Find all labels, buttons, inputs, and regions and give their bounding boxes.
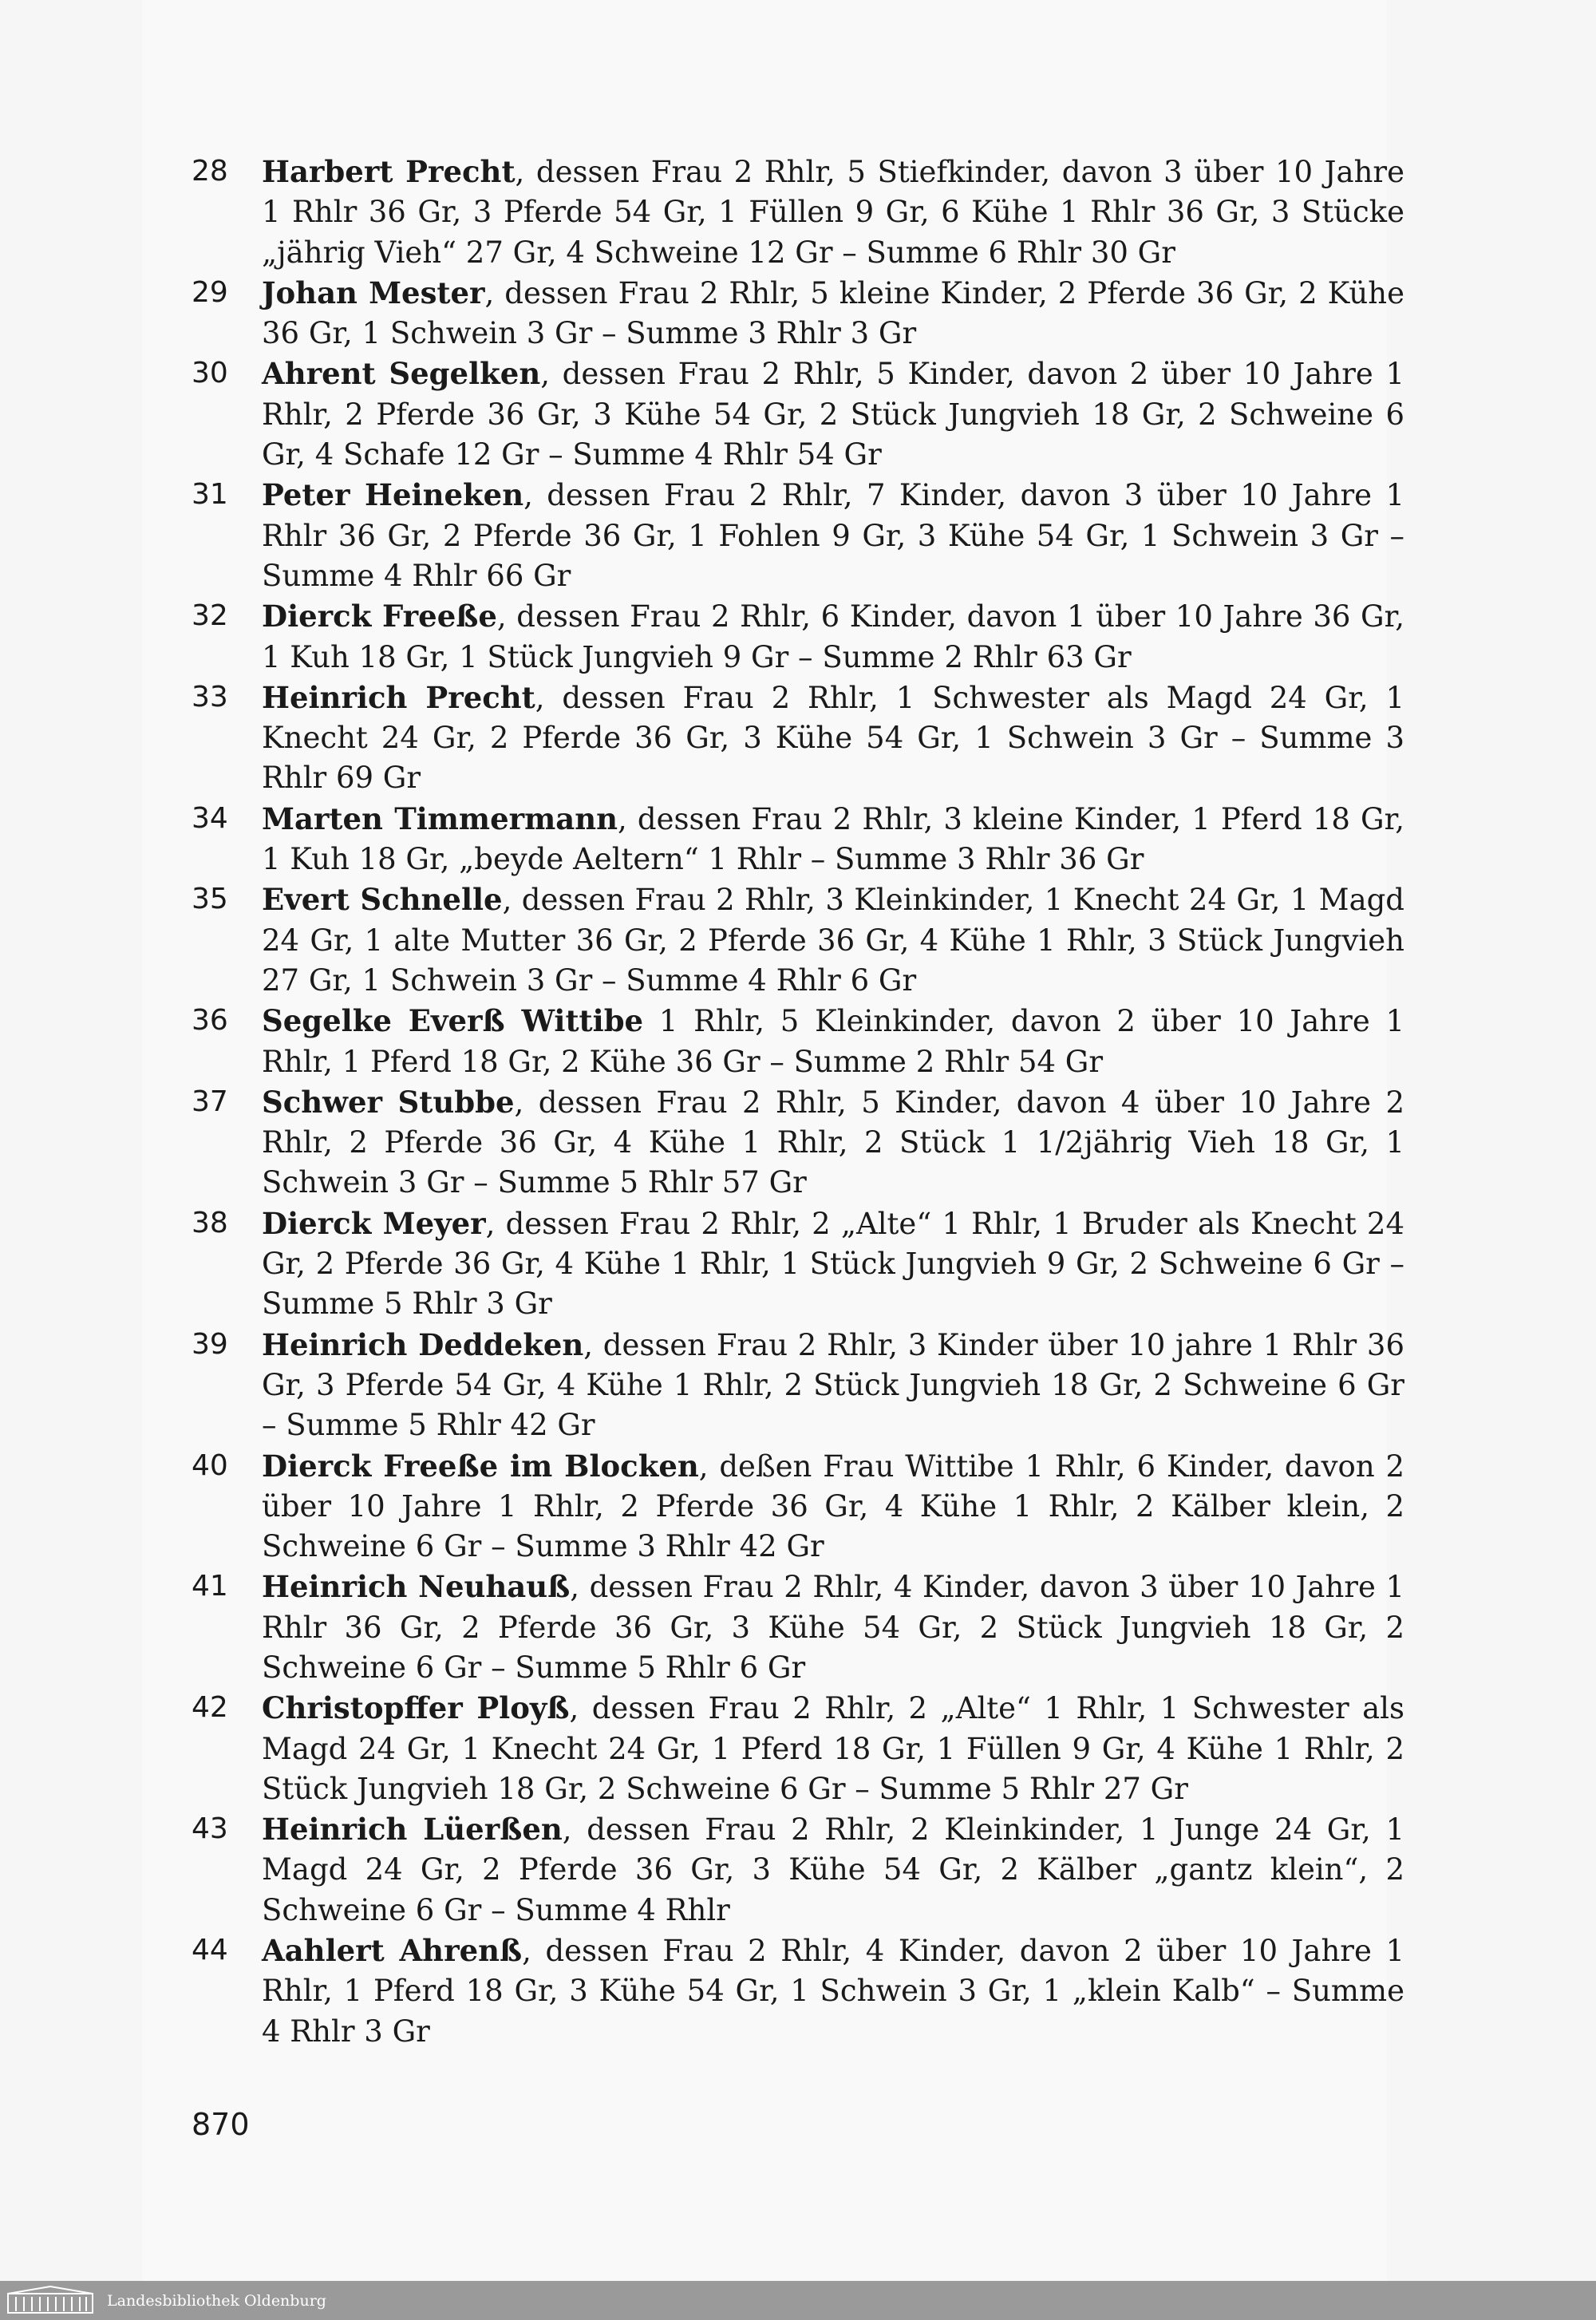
entry-item bbox=[192, 1446, 1404, 1567]
entry-item bbox=[192, 1688, 1404, 1809]
entry-name: Segelke Everß Wittibe bbox=[262, 1003, 644, 1039]
entry-number: 33 bbox=[192, 680, 228, 713]
entry-text: , dessen Frau 2 Rhlr, 2 „Alte“ 1 Rhlr, 1 Bruder als Knecht 24 Gr, 2 Pferde 36 Gr, 4 Kühe 1 Rhlr, 1 Stück Jungvieh 9 Gr, 2 Schweine 6 Gr –Summe 5 Rhlr 3 Gr bbox=[262, 1206, 1404, 1322]
entry-number: 32 bbox=[192, 599, 228, 633]
entry-text: , dessen Frau 2 Rhlr, 5 Kinder, davon 4 über 10 Jahre 2 Rhlr, 2 Pferde 36 Gr, 4 Kühe 1 Rhlr, 2 Stück 1 1/2jährig Vieh 18 Gr, 1 Schwein 3 Gr – Summe 5 Rhlr 57 Gr bbox=[262, 1085, 1405, 1200]
entry-number: 36 bbox=[192, 1004, 228, 1037]
entry-text: , deßen Frau Wittibe 1 Rhlr, 6 Kinder, davon 2 über 10 Jahre 1 Rhlr, 2 Pferde 36 Gr, 4 Kühe 1 Rhlr, 2 Kälber klein, 2 Schweine 6 Gr – Summe 3 Rhlr 42 Gr bbox=[262, 1449, 1405, 1564]
entry-number: 41 bbox=[192, 1570, 228, 1603]
entry-item bbox=[192, 596, 1404, 678]
entry-name: Heinrich Lüerßen bbox=[262, 1812, 563, 1848]
entry-item bbox=[192, 1001, 1404, 1082]
entry-name: Peter Heineken bbox=[262, 477, 524, 513]
entry-name: Christopffer Ployß bbox=[262, 1690, 570, 1726]
entry-text: , dessen Frau 2 Rhlr, 5 Kinder, davon 2 über 10 Jahre 1 Rhlr, 2 Pferde 36 Gr, 3 Kühe 54 Gr, 2 Stück Jungvieh 18 Gr, 2 Schweine 6 Gr, 4 Schafe 12 Gr – Summe 4 Rhlr 54 Gr bbox=[262, 357, 1405, 472]
entry-text: , dessen Frau 2 Rhlr, 5 kleine Kinder, 2 Pferde 36 Gr, 2 Kühe 36 Gr, 1 Schwein 3 Gr – Summe 3 Rhlr 3 Gr bbox=[262, 275, 1404, 351]
entry-text: , dessen Frau 2 Rhlr, 6 Kinder, davon 1 über 10 Jahre 36 Gr, 1 Kuh 18 Gr, 1 Stück Jungvieh 9 Gr – Summe 2 Rhlr 63 Gr bbox=[262, 599, 1404, 674]
entry-name: Johan Mester bbox=[262, 275, 485, 310]
entry-item bbox=[192, 273, 1404, 354]
entry-number: 34 bbox=[192, 801, 228, 835]
entry-item bbox=[192, 1809, 1404, 1931]
entry-name: Ahrent Segelken bbox=[262, 356, 541, 392]
entry-number: 35 bbox=[192, 883, 228, 916]
entry-number: 29 bbox=[192, 275, 228, 309]
entry-number: 42 bbox=[192, 1691, 228, 1725]
entry-number: 31 bbox=[192, 478, 228, 512]
entry-number: 38 bbox=[192, 1206, 228, 1239]
library-building-logo-icon bbox=[6, 2286, 94, 2314]
entry-number: 44 bbox=[192, 1934, 228, 1967]
entry-text: , dessen Frau 2 Rhlr, 1 Schwester als Magd 24 Gr, 1 Knecht 24 Gr, 2 Pferde 36 Gr, 3 Kühe 54 Gr, 1 Schwein 3 Gr – Summe 3 Rhlr 69 Gr bbox=[262, 680, 1404, 796]
entry-list bbox=[192, 152, 1404, 2052]
entry-item bbox=[192, 152, 1404, 273]
page-number: 870 bbox=[192, 2107, 250, 2142]
entry-text: , dessen Frau 2 Rhlr, 3 kleine Kinder, 1 Pferd 18 Gr, 1 Kuh 18 Gr, „beyde Aeltern“ 1 Rhlr – Summe 3 Rhlr 36 Gr bbox=[262, 801, 1404, 877]
entry-number: 30 bbox=[192, 357, 228, 390]
entry-name: Dierck Freeße im Blocken bbox=[262, 1448, 699, 1484]
entry-name: Aahlert Ahrenß bbox=[262, 1933, 523, 1969]
footer-bar bbox=[0, 2281, 1596, 2320]
entry-name: Dierck Freeße bbox=[262, 599, 497, 634]
entry-number: 39 bbox=[192, 1327, 228, 1361]
entry-name: Marten Timmermann bbox=[262, 800, 618, 836]
entry-item bbox=[192, 1567, 1404, 1688]
entry-item bbox=[192, 879, 1404, 1001]
entry-name: Heinrich Neuhauß bbox=[262, 1569, 571, 1605]
entry-item bbox=[192, 1203, 1404, 1325]
entry-name: Dierck Meyer bbox=[262, 1205, 486, 1241]
entry-text: , dessen Frau 2 Rhlr, 2 „Alte“ 1 Rhlr, 1 Schwester als Magd 24 Gr, 1 Knecht 24 Gr, 1 Pferd 18 Gr, 1 Füllen 9 Gr, 4 Kühe 1 Rhlr, 2 Stück Jungvieh 18 Gr, 2 Schweine 6 Gr – Summe 5 Rhlr 27 Gr bbox=[262, 1691, 1405, 1806]
entry-name: Heinrich Deddeken bbox=[262, 1326, 584, 1362]
library-name[interactable]: Landesbibliothek Oldenburg bbox=[107, 2292, 326, 2310]
entry-text: , dessen Frau 2 Rhlr, 4 Kinder, davon 3 über 10 Jahre 1 Rhlr 36 Gr, 2 Pferde 36 Gr, 3 Kühe 54 Gr, 2 Stück Jungvieh 18 Gr, 2 Schweine 6 Gr – Summe 5 Rhlr 6 Gr bbox=[262, 1570, 1405, 1685]
entry-item bbox=[192, 475, 1404, 596]
entry-number: 40 bbox=[192, 1449, 228, 1482]
entry-number: 28 bbox=[192, 155, 228, 188]
entry-name: Heinrich Precht bbox=[262, 679, 535, 715]
entry-item bbox=[192, 1325, 1404, 1446]
entry-number: 37 bbox=[192, 1085, 228, 1118]
entry-name: Harbert Precht bbox=[262, 154, 516, 189]
entry-item bbox=[192, 799, 1404, 880]
entry-item bbox=[192, 354, 1404, 475]
entry-text: 1 Rhlr, 5 Kleinkinder, davon 2 über 10 Jahre 1 Rhlr, 1 Pferd 18 Gr, 2 Kühe 36 Gr – Summe 2 Rhlr 54 Gr bbox=[262, 1004, 1405, 1079]
entry-text: , dessen Frau 2 Rhlr, 4 Kinder, davon 2 über 10 Jahre 1 Rhlr, 1 Pferd 18 Gr, 3 Kühe 54 Gr, 1 Schwein 3 Gr, 1 „klein Kalb“ – Summe 4 Rhlr 3 Gr bbox=[262, 1934, 1404, 2049]
entry-number: 43 bbox=[192, 1812, 228, 1846]
entry-text: , dessen Frau 2 Rhlr, 5 Stiefkinder, davon 3 über 10 Jahre 1 Rhlr 36 Gr, 3 Pferde 54 Gr, 1 Füllen 9 Gr, 6 Kühe 1 Rhlr 36 Gr, 3 Stücke „jährig Vieh“ 27 Gr, 4 Schweine 12 Gr – Summe 6 Rhlr 30 Gr bbox=[262, 155, 1404, 270]
entry-name: Evert Schnelle bbox=[262, 882, 503, 918]
entry-item bbox=[192, 1931, 1404, 2052]
entry-text: , dessen Frau 2 Rhlr, 2 Kleinkinder, 1 Junge 24 Gr, 1 Magd 24 Gr, 2 Pferde 36 Gr, 3 Kühe 54 Gr, 2 Kälber „gantz klein“, 2 Schweine 6 Gr – Summe 4 Rhlr bbox=[262, 1812, 1404, 1927]
entry-text: , dessen Frau 2 Rhlr, 3 Kinder über 10 jahre 1 Rhlr 36 Gr, 3 Pferde 54 Gr, 4 Kühe 1 Rhlr, 2 Stück Jungvieh 18 Gr, 2 Schweine 6 Gr – Summe 5 Rhlr 42 Gr bbox=[262, 1327, 1404, 1443]
entry-text: , dessen Frau 2 Rhlr, 3 Kleinkinder, 1 Knecht 24 Gr, 1 Magd 24 Gr, 1 alte Mutter 36 Gr, 2 Pferde 36 Gr, 4 Kühe 1 Rhlr, 3 Stück Jungvieh 27 Gr, 1 Schwein 3 Gr – Summe 4 Rhlr 6 Gr bbox=[262, 883, 1404, 998]
entry-text: , dessen Frau 2 Rhlr, 7 Kinder, davon 3 über 10 Jahre 1 Rhlr 36 Gr, 2 Pferde 36 Gr, 1 Fohlen 9 Gr, 3 Kühe 54 Gr, 1 Schwein 3 Gr – Summe 4 Rhlr 66 Gr bbox=[262, 478, 1404, 593]
entry-name: Schwer Stubbe bbox=[262, 1084, 515, 1120]
entry-item bbox=[192, 678, 1404, 799]
entry-item bbox=[192, 1082, 1404, 1203]
